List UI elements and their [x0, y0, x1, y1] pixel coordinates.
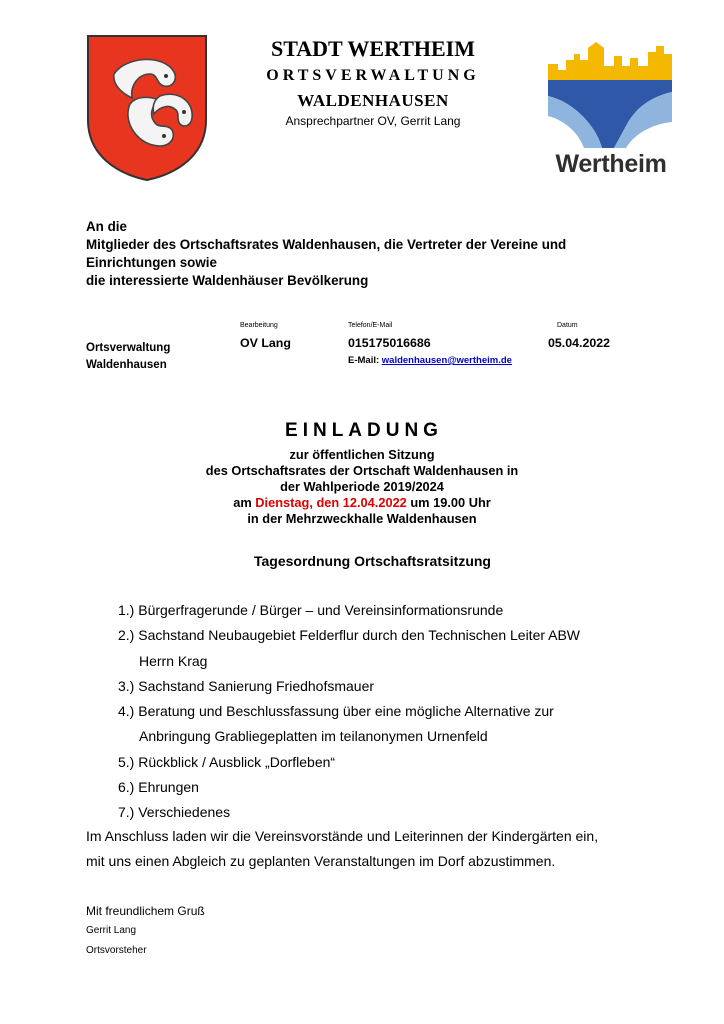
greeting: Mit freundlichem Gruß: [86, 904, 205, 918]
agenda-item: 6.) Ehrungen: [118, 779, 199, 796]
agenda-item: 5.) Rückblick / Ausblick „Dorfleben“: [118, 753, 336, 770]
phone-value: 015175016686: [348, 336, 431, 350]
agenda-list: [118, 598, 638, 826]
office-line: Ortsverwaltung: [86, 342, 171, 354]
invite-line: des Ortschaftsrates der Ortschaft Waldenhausen in: [205, 463, 519, 478]
signer-role: Ortsvorsteher: [86, 945, 147, 956]
recipient-line: An die: [86, 219, 127, 234]
agenda-title: Tagesordnung Ortschaftsratsitzung: [254, 553, 491, 569]
city-name: STADT WERTHEIM: [270, 36, 475, 61]
invitation-details: [160, 447, 564, 527]
signer-name: Gerrit Lang: [86, 925, 137, 936]
invite-line: der Wahlperiode 2019/2024: [280, 479, 444, 494]
village-coat-of-arms: [86, 34, 208, 182]
email-label: E-Mail:: [348, 355, 380, 366]
agenda-item-continuation: Anbringung Grabliegeplatten im teilanonymen Urnenfeld: [139, 728, 488, 745]
agenda-item-continuation: Herrn Krag: [139, 652, 208, 669]
document-title: EINLADUNG: [285, 420, 443, 441]
invite-line: zur öffentlichen Sitzung: [289, 447, 435, 462]
recipient-line: die interessierte Waldenhäuser Bevölkerung: [86, 273, 369, 288]
date-prefix: am: [233, 495, 256, 510]
recipient-line: Einrichtungen sowie: [86, 255, 217, 270]
agenda-item: 1.) Bürgerfragerunde / Bürger – und Vereinsinformationsrunde: [118, 602, 504, 618]
meeting-date: Dienstag, den 12.04.2022: [255, 495, 407, 510]
closing-line: Im Anschluss laden wir die Vereinsvorstände und Leiterinnen der Kindergärten ein,: [86, 828, 599, 844]
closing-line: mit uns einen Abgleich zu geplanten Veranstaltungen im Dorf abzustimmen.: [86, 853, 556, 870]
office-name: ORTSVERWALTUNG: [266, 67, 480, 84]
agenda-item: 4.) Beratung und Beschlussfassung über eine mögliche Alternative zur: [118, 703, 554, 720]
processing-value: OV Lang: [240, 336, 291, 350]
closing-paragraph: [86, 824, 686, 875]
recipient-line: Mitglieder des Ortschaftsrates Waldenhausen, die Vertreter der Vereine und: [86, 237, 567, 252]
village-name: WALDENHAUSEN: [297, 91, 449, 110]
letterhead: [240, 36, 506, 129]
meeting-date-line: [160, 495, 564, 511]
phone-label: Telefon/E-Mail: [348, 322, 393, 329]
signature-block: [86, 901, 205, 961]
processing-label: Bearbeitung: [240, 322, 278, 329]
recipient-block: [86, 218, 646, 290]
email-link[interactable]: waldenhausen@wertheim.de: [381, 355, 512, 366]
agenda-item: 2.) Sachstand Neubaugebiet Felderflur durch den Technischen Leiter ABW: [118, 627, 581, 644]
meeting-time: um 19.00 Uhr: [406, 495, 491, 510]
agenda-item: 3.) Sachstand Sanierung Friedhofsmauer: [118, 677, 375, 694]
email-line: [348, 355, 512, 366]
sender-office: [86, 340, 170, 374]
invite-line: in der Mehrzweckhalle Waldenhausen: [247, 511, 477, 526]
date-label: Datum: [557, 322, 578, 329]
office-line: Waldenhausen: [86, 359, 167, 371]
wertheim-logo-text: Wertheim: [555, 150, 667, 178]
date-value: 05.04.2022: [548, 336, 611, 350]
contact-person: Ansprechpartner OV, Gerrit Lang: [285, 114, 461, 128]
agenda-item: 7.) Verschiedenes: [118, 804, 231, 821]
